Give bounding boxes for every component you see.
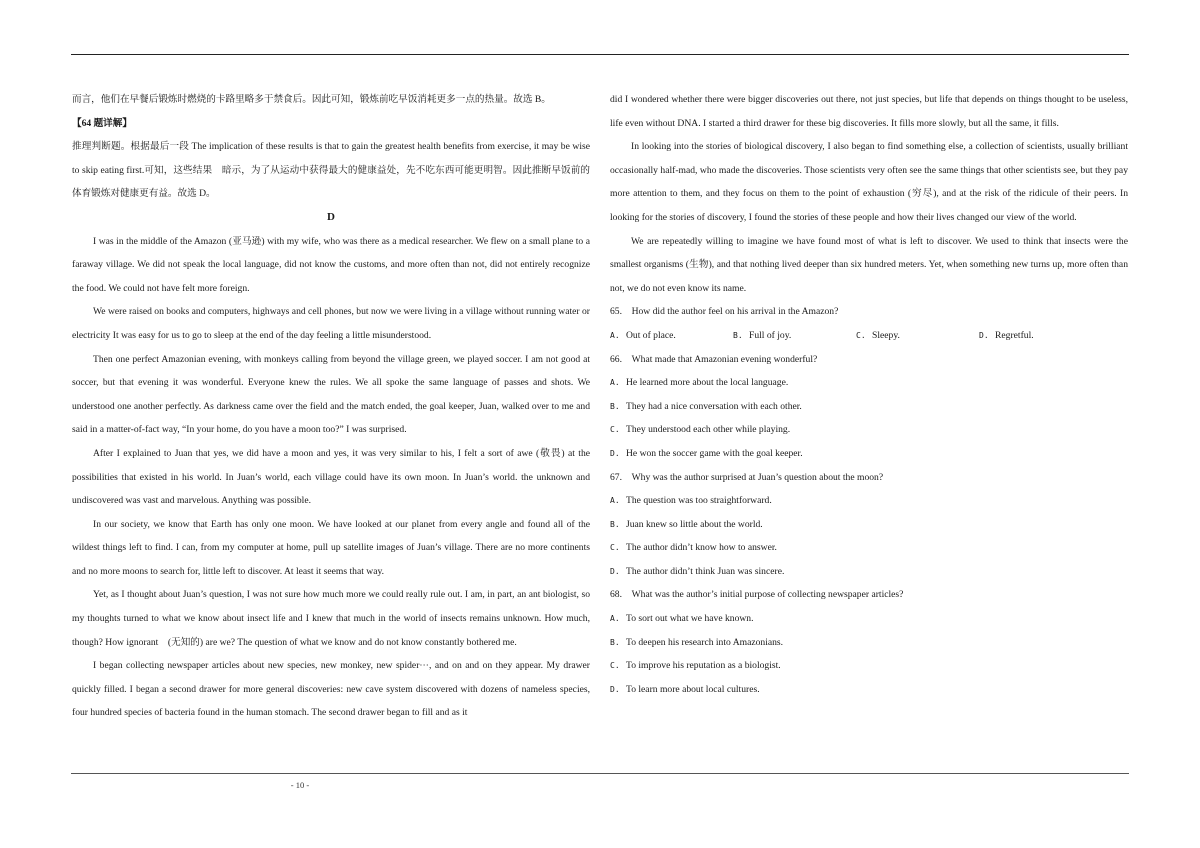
option: A. To sort out what we have known. [610,613,754,625]
option: C. To improve his reputation as a biologist. [610,660,781,672]
passage-paragraph: We are repeatedly willing to imagine we have found most of what is left to discover. We used to think that insects were the smallest organisms (生物), and that nothing lived deeper than six hundred meters. Yet, when something new turns up, more often than not, we do not even know its name. [610,235,1128,294]
question-65-options [610,324,1128,348]
footer-rule [71,773,1129,774]
option: A. Out of place. [610,329,676,341]
option: C. The author didn’t know how to answer. [610,542,777,554]
explanation-heading: 【64 题详解】 [72,117,132,129]
passage-paragraph: In our society, we know that Earth has only one moon. We have looked at our planet from every angle and found all of the wildest things left to find. I can, from my computer at home, pull up satellite images of Juan’s village. There are no more continents and no more moons to search for, little left to discover. At least it seems that way. [72,518,590,577]
answer-explanation-text: 而言，他们在早餐后锻炼时燃烧的卡路里略多于禁食后。因此可知，锻炼前吃早饭消耗更多一点的热量。故选 B。 [72,94,551,105]
right-column [610,88,1128,701]
question-68: 68. What was the author’s initial purpose of collecting newspaper articles? [610,589,904,601]
option: B. Juan knew so little about the world. [610,518,763,530]
option: A. The question was too straightforward. [610,495,772,507]
passage-paragraph: We were raised on books and computers, highways and cell phones, but now we were living in a village without running water or electricity It was easy for us to go to sleep at the end of the day feeling a little misunderstood. [72,306,590,341]
question-67: 67. Why was the author surprised at Juan’s question about the moon? [610,471,884,483]
passage-paragraph: I was in the middle of the Amazon (亚马逊) with my wife, who was there as a medical researcher. We flew on a small plane to a faraway village. We did not speak the local language, did not know the customs, and more often than not, did not entirely recognize the food. We could not have felt more foreign. [72,235,590,294]
question-65: 65. How did the author feel on his arrival in the Amazon? [610,306,839,318]
option: B. They had a nice conversation with each other. [610,400,802,412]
passage-paragraph: I began collecting newspaper articles about new species, new monkey, new spider⋯, and on and on they appear. My drawer quickly filled. I began a second drawer for more general discoveries: new cave system discovered with dozens of nameless species, four hundred species of bacteria found in the human stomach. The second drawer began to fill and as it [72,660,590,719]
passage-paragraph: Yet, as I thought about Juan’s question, I was not sure how much more we could really rule out. I am, in part, an ant biologist, so my thoughts turned to what we know about insect life and I knew that much in the world of insects remains unknown. How much, though? How ignorant (无知的) are we? The question of what we know and do not know constantly bothered me. [72,589,590,648]
passage-paragraph: In looking into the stories of biological discovery, I also began to find something else, a collection of scientists, usually brilliant occasionally half-mad, who made the discoveries. Those scientists very often see the same things that other scientists see, but they pay more attention to them, and they focus on them to the point of exhaustion (穷尽), and at the risk of the ridicule of their peers. In looking for the stories of discovery, I found the stories of these people and how their lives changed our view of the world. [610,141,1128,223]
option: B. Full of joy. [733,329,792,341]
question-66: 66. What made that Amazonian evening wonderful? [610,353,818,365]
left-column [72,88,590,725]
option: D. The author didn’t think Juan was sincere. [610,565,785,577]
option: D. To learn more about local cultures. [610,683,760,695]
option: C. They understood each other while playing. [610,424,791,436]
option: C. Sleepy. [856,329,900,341]
page-number: - 10 - [290,780,310,790]
passage-paragraph: Then one perfect Amazonian evening, with monkeys calling from beyond the village green, we played soccer. I am not good at soccer, but that evening it was wonderful. Everyone knew the rules. We all spoke the same language of passes and shots. We understood one another perfectly. As darkness came over the field and the match ended, the goal keeper, Juan, walked over to me and said in a matter-of-fact way, “In your home, do you have a moon too?” I was surprised. [72,353,590,436]
header-rule [71,54,1129,55]
passage-paragraph: After I explained to Juan that yes, we did have a moon and yes, it was very similar to his, I felt a sort of awe (敬畏) at the possibilities that existed in his world. In Juan’s world, each village could have its own moon. In Juan’s world. the unknown and undiscovered was vast and marvelous. Anything was possible. [72,447,590,507]
passage-heading: D [327,210,335,223]
option: D. He won the soccer game with the goal keeper. [610,447,803,459]
option: D. Regretful. [979,329,1034,341]
answer-explanation-text: 推理判断题。根据最后一段 The implication of these results is that to gain the greatest health benefits from exercise, it may be wise to skip eating first.可知，这些结果 暗示，为了从运动中获得最大的健康益处，先不吃东西可能更明智。因此推断早饭前的体育锻炼对健康更有益。故选 D。 [72,141,590,200]
option: A. He learned more about the local language. [610,377,789,389]
option: B. To deepen his research into Amazonians. [610,636,784,648]
passage-paragraph: did I wondered whether there were bigger discoveries out there, not just species, but life that depends on things thought to be useless, life even without DNA. I started a third drawer for these big discoveries. It fills more slowly, but all the same, it fills. [610,94,1128,129]
